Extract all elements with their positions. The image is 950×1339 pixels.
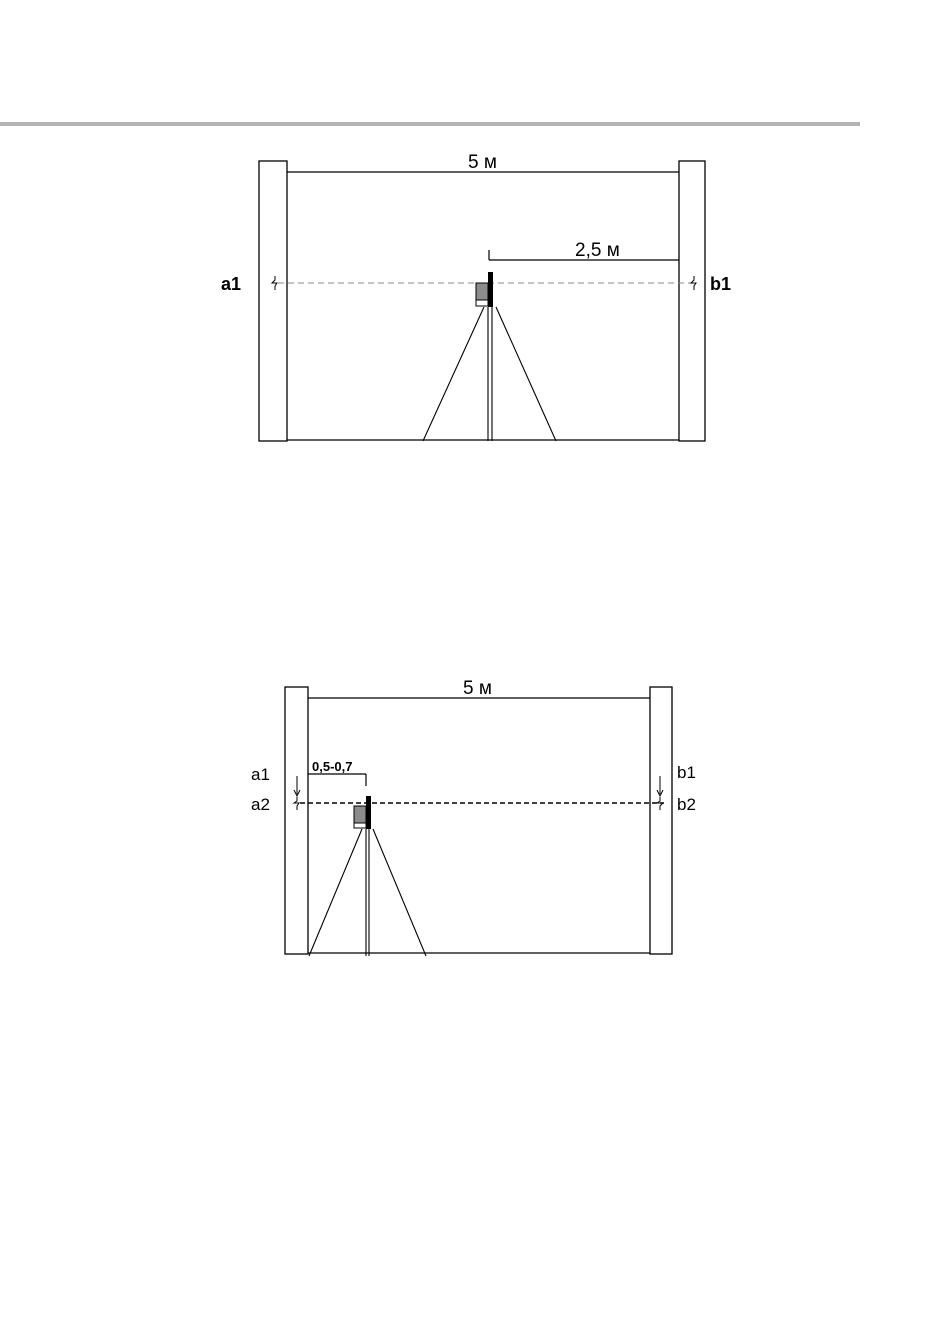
right-wall (679, 161, 705, 441)
tripod-leg-right (496, 307, 556, 441)
laser-level-head (488, 272, 493, 307)
laser-level-head (366, 796, 371, 829)
left-wall (285, 687, 308, 954)
mark-a1-label: a1 (251, 765, 270, 784)
laser-level-base (476, 300, 488, 306)
mark-a2-label: a2 (251, 795, 270, 814)
mark-a2-icon (294, 797, 299, 810)
laser-level-base (354, 823, 366, 828)
tripod-leg-right (373, 829, 426, 956)
left-wall (259, 161, 287, 441)
diagram-2 (251, 678, 696, 956)
mark-a1-label: a1 (221, 274, 242, 294)
mark-a1-icon (272, 276, 277, 290)
tripod-leg-left (309, 829, 362, 956)
width-label: 5 м (468, 152, 497, 173)
tripod-leg-left (423, 307, 484, 441)
right-wall (650, 687, 672, 954)
laser-level-body (354, 806, 366, 823)
width-label: 5 м (463, 678, 492, 699)
laser-level-body (476, 283, 488, 300)
mark-b1-label: b1 (710, 274, 732, 294)
mark-b1-label: b1 (677, 763, 696, 782)
mark-b2-icon (657, 797, 663, 810)
offset-label: 0,5-0,7 (312, 759, 353, 774)
mark-b2-label: b2 (677, 795, 696, 814)
mark-b1-icon (691, 276, 696, 290)
offset-label: 2,5 м (575, 240, 620, 261)
